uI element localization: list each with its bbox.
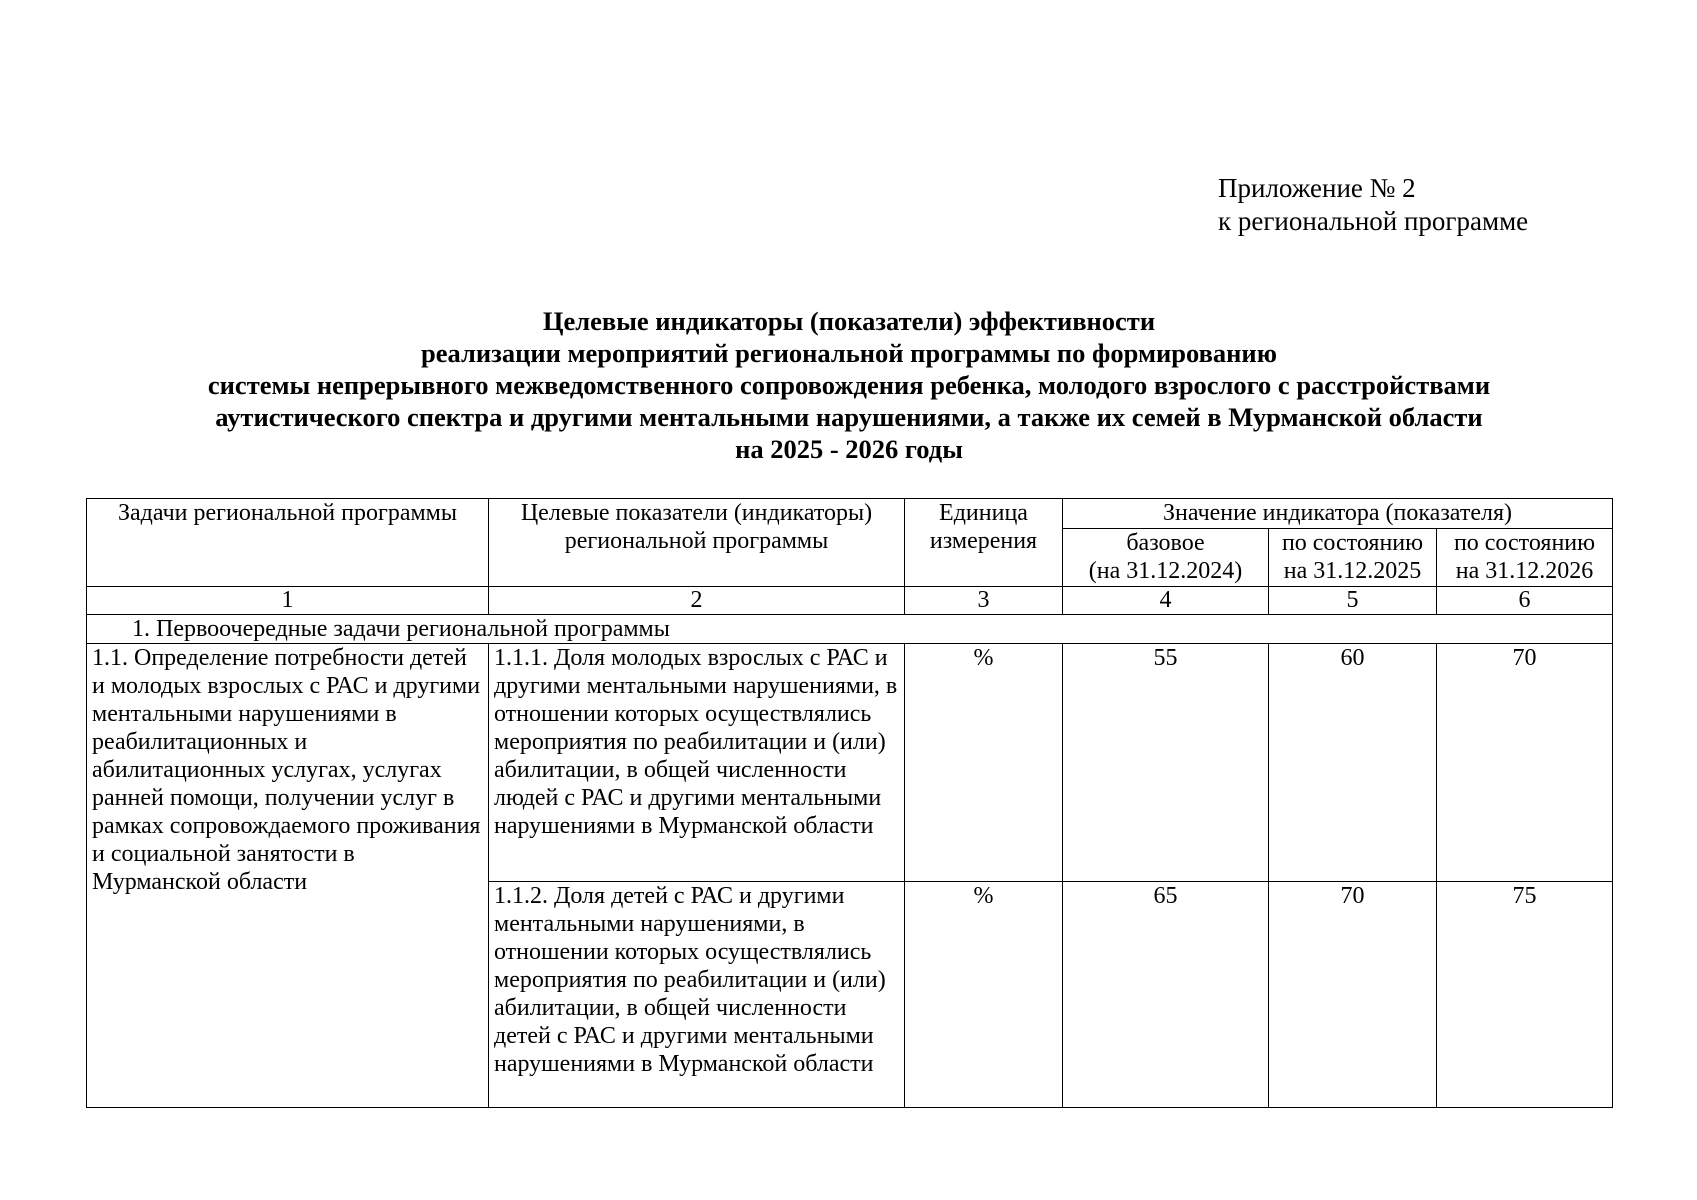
value-2025-cell: 60 bbox=[1269, 644, 1437, 882]
column-number: 3 bbox=[905, 587, 1063, 615]
value-2026-cell: 70 bbox=[1437, 644, 1613, 882]
title-line-5: на 2025 - 2026 годы bbox=[735, 434, 963, 464]
annex-label bbox=[1218, 172, 1528, 238]
header-tasks: Задачи региональной программы bbox=[87, 499, 489, 587]
header-2026-line-1: по состоянию bbox=[1453, 530, 1596, 556]
section-title: 1. Первоочередные задачи региональной программы bbox=[87, 615, 1613, 644]
column-number: 1 bbox=[87, 587, 489, 615]
header-base-line-1: базовое bbox=[1126, 530, 1205, 556]
header-2025-line-2: на 31.12.2025 bbox=[1283, 558, 1422, 584]
unit-cell: % bbox=[905, 644, 1063, 882]
annex-line-2: к региональной программе bbox=[1218, 206, 1529, 236]
column-number: 2 bbox=[489, 587, 905, 615]
header-row-1 bbox=[87, 499, 1613, 529]
header-2025 bbox=[1269, 529, 1437, 587]
section-row bbox=[87, 615, 1613, 644]
column-number: 4 bbox=[1063, 587, 1269, 615]
title-line-2: реализации мероприятий региональной программы по формированию bbox=[421, 338, 1277, 368]
annex-line-1: Приложение № 2 bbox=[1218, 173, 1416, 203]
header-indicators: Целевые показатели (индикаторы) региональной программы bbox=[489, 499, 905, 587]
table-row bbox=[87, 644, 1613, 882]
task-cell: 1.1. Определение потребности детей и молодых взрослых с РАС и другими ментальными нарушениями в реабилитационных и абилитационных услугах, услугах ранней помощи, получении услуг в рамках сопровождаемого проживания и социальной занятости в Мурманской области bbox=[87, 644, 489, 1108]
indicator-cell: 1.1.1. Доля молодых взрослых с РАС и другими ментальными нарушениями, в отношении которых осуществлялись мероприятия по реабилитации и (или) абилитации, в общей численности людей с РАС и другими ментальными нарушениями в Мурманской области bbox=[489, 644, 905, 882]
unit-cell: % bbox=[905, 882, 1063, 1108]
title-line-1: Целевые индикаторы (показатели) эффективности bbox=[542, 306, 1156, 336]
title-line-4: аутистического спектра и другими ментальными нарушениями, а также их семей в Мурманской области bbox=[215, 402, 1483, 432]
column-number: 5 bbox=[1269, 587, 1437, 615]
header-unit: Единица измерения bbox=[905, 499, 1063, 587]
header-base-line-2: (на 31.12.2024) bbox=[1088, 558, 1243, 584]
indicator-cell: 1.1.2. Доля детей с РАС и другими ментальными нарушениями, в отношении которых осуществлялись мероприятия по реабилитации и (или) абилитации, в общей численности детей с РАС и другими ментальными нарушениями в Мурманской области bbox=[489, 882, 905, 1108]
indicators-table bbox=[86, 498, 1613, 1108]
title-line-3: системы непрерывного межведомственного сопровождения ребенка, молодого взрослого с расстройствами bbox=[207, 370, 1491, 400]
base-value-cell: 55 bbox=[1063, 644, 1269, 882]
header-2025-line-1: по состоянию bbox=[1281, 530, 1424, 556]
base-value-cell: 65 bbox=[1063, 882, 1269, 1108]
header-2026 bbox=[1437, 529, 1613, 587]
document-title bbox=[86, 305, 1612, 465]
header-2026-line-2: на 31.12.2026 bbox=[1455, 558, 1594, 584]
header-base bbox=[1063, 529, 1269, 587]
value-2026-cell: 75 bbox=[1437, 882, 1613, 1108]
header-value-group: Значение индикатора (показателя) bbox=[1063, 499, 1613, 529]
column-number: 6 bbox=[1437, 587, 1613, 615]
value-2025-cell: 70 bbox=[1269, 882, 1437, 1108]
column-numbers-row bbox=[87, 587, 1613, 615]
